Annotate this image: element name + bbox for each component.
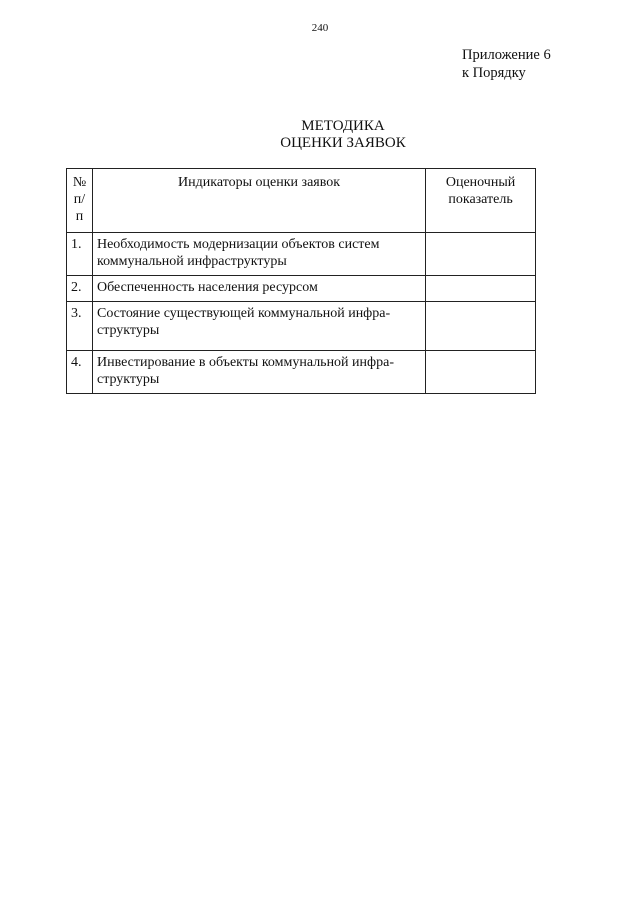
document-title xyxy=(0,118,640,152)
annex-line-2: к Порядку xyxy=(462,65,526,81)
document-title-line-2: ОЦЕНКИ ЗАЯВОК xyxy=(280,135,406,151)
row-indicator: Инвестирование в объекты коммунальной инфра-структуры xyxy=(92,351,425,394)
row-score xyxy=(426,302,536,351)
row-number: 1. xyxy=(67,233,93,276)
row-number: 3. xyxy=(67,302,93,351)
annex-line-1: Приложение 6 xyxy=(462,47,551,63)
header-indicator: Индикаторы оценки заявок xyxy=(92,169,425,233)
row-number: 2. xyxy=(67,276,93,302)
row-indicator: Обеспеченность населения ресурсом xyxy=(92,276,425,302)
row-score xyxy=(426,233,536,276)
row-indicator: Состояние существующей коммунальной инфра-структуры xyxy=(92,302,425,351)
table-row xyxy=(67,351,536,394)
header-score: Оценочный показатель xyxy=(426,169,536,233)
table-row xyxy=(67,302,536,351)
row-score xyxy=(426,276,536,302)
document-title-line-1: МЕТОДИКА xyxy=(301,118,385,134)
table-row xyxy=(67,233,536,276)
assessment-table xyxy=(66,168,536,394)
row-score xyxy=(426,351,536,394)
header-number: № п/п xyxy=(67,169,93,233)
table-row xyxy=(67,276,536,302)
page-number: 240 xyxy=(311,22,329,34)
annex-reference xyxy=(462,46,551,82)
row-indicator: Необходимость модернизации объектов систем коммунальной инфраструктуры xyxy=(92,233,425,276)
row-number: 4. xyxy=(67,351,93,394)
table-header-row xyxy=(67,169,536,233)
